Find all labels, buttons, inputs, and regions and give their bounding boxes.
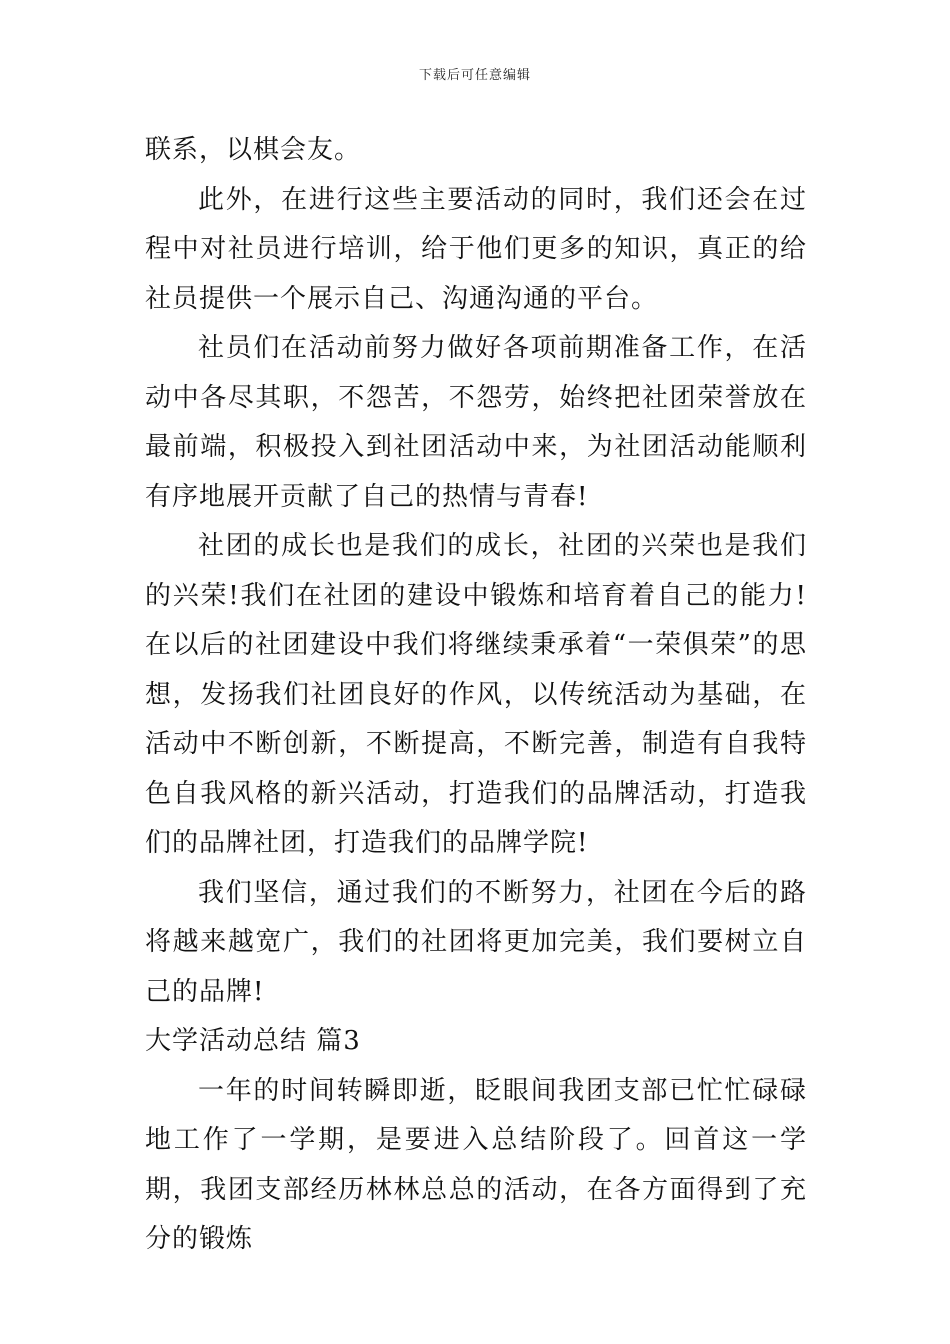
paragraph: 一年的时间转瞬即逝，眨眼间我团支部已忙忙碌碌地工作了一学期，是要进入总结阶段了。回首这一学期，我团支部经历林林总总的活动，在各方面得到了充分的锻炼 [145, 1075, 807, 1254]
paragraph: 社团的成长也是我们的成长，社团的兴荣也是我们的兴荣!我们在社团的建设中锻炼和培育着自己的能力!在以后的社团建设中我们将继续秉承着“一荣俱荣”的思想，发扬我们社团良好的作风，以传统活动为基础，在活动中不断创新，不断提高，不断完善，制造有自我特色自我风格的新兴活动，打造我们的品牌活动，打造我们的品牌社团，打造我们的品牌学院! [145, 531, 807, 858]
page-header: 下载后可任意编辑 [418, 68, 531, 83]
paragraph: 此外，在进行这些主要活动的同时，我们还会在过程中对社员进行培训，给于他们更多的知识，真正的给社员提供一个展示自己、沟通沟通的平台。 [145, 184, 807, 314]
section-heading: 大学活动总结 篇3 [145, 1026, 361, 1056]
document-body [145, 126, 807, 1265]
paragraph: 我们坚信，通过我们的不断努力，社团在今后的路将越来越宽广，我们的社团将更加完美，我们要树立自己的品牌! [145, 877, 807, 1007]
paragraph: 社员们在活动前努力做好各项前期准备工作，在活动中各尽其职，不怨苦，不怨劳，始终把社团荣誉放在最前端，积极投入到社团活动中来，为社团活动能顺利有序地展开贡献了自己的热情与青春! [145, 333, 807, 512]
paragraph: 联系，以棋会友。 [145, 135, 362, 165]
